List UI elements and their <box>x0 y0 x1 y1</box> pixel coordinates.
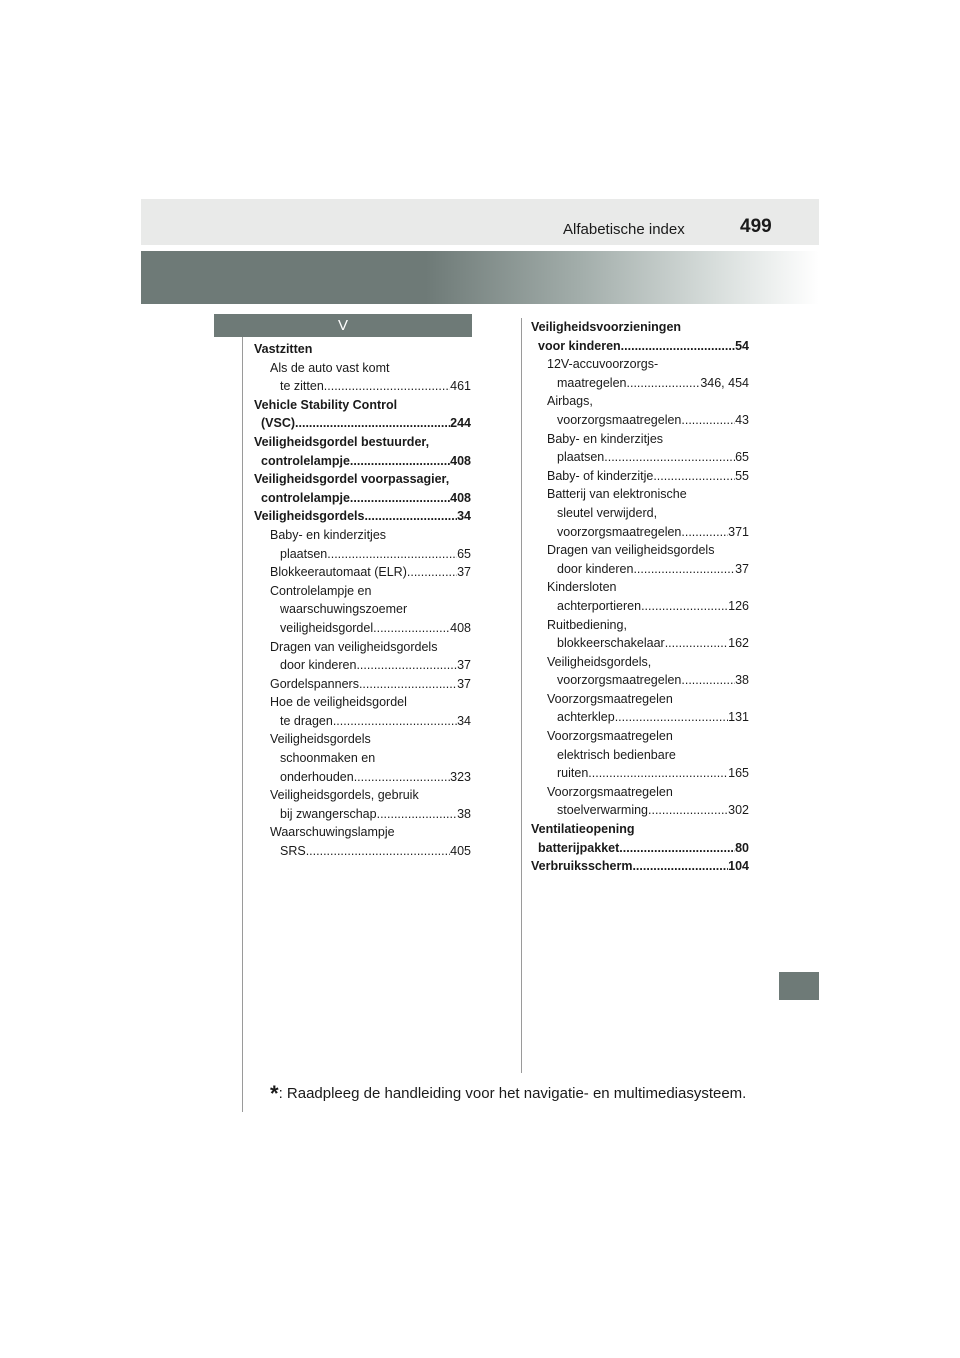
index-page-ref: 37 <box>735 561 749 576</box>
index-page-ref: 126 <box>728 598 749 613</box>
index-page-ref: 244 <box>450 416 471 431</box>
index-entry <box>254 396 471 433</box>
index-entry-text: Waarschuwingslampje <box>270 825 395 840</box>
index-entry-text: (VSC) <box>261 416 296 431</box>
index-entry-text: door kinderen <box>280 658 357 673</box>
thumb-index-tab <box>779 972 819 1000</box>
index-entry-text: achterklep <box>557 710 615 725</box>
index-entry-text: Hoe de veiligheidsgordel <box>270 695 407 710</box>
index-entry <box>531 430 749 467</box>
index-page-ref: 104 <box>728 859 749 874</box>
section-letter-heading: V <box>214 314 472 337</box>
index-entry-text: maatregelen <box>557 375 627 390</box>
index-entry-text: Controlelampje en <box>270 583 372 598</box>
index-entry-text: Voorzorgsmaatregelen <box>547 729 673 744</box>
index-entry-text: Verbruiksscherm <box>531 859 633 874</box>
leader-dots <box>619 839 735 858</box>
footnote-marker: * <box>270 1081 279 1106</box>
index-entry-text: Blokkeerautomaat (ELR) <box>270 565 407 580</box>
leader-dots <box>333 712 457 731</box>
index-entry-text: Ruitbediening, <box>547 617 627 632</box>
leader-dots <box>632 857 728 876</box>
leader-dots <box>653 467 735 486</box>
index-page-ref: 408 <box>450 620 471 635</box>
leader-dots <box>306 842 450 861</box>
index-entry <box>531 690 749 727</box>
index-entry-text: te dragen <box>280 713 333 728</box>
leader-dots <box>359 675 457 694</box>
footnote-text: : Raadpleeg de handleiding voor het navigatie- en multimediasysteem. <box>278 1085 747 1102</box>
index-entry-text: controlelampje <box>261 453 350 468</box>
index-entry <box>531 820 749 857</box>
index-entry-text: achterportieren <box>557 598 642 613</box>
index-page-ref: 131 <box>728 710 749 725</box>
index-page-ref: 37 <box>457 565 471 580</box>
index-entry <box>254 675 471 694</box>
index-entry-text: Ventilatieopening <box>531 822 635 837</box>
index-entry-text: Veiligheidsgordels <box>254 509 365 524</box>
index-entry-text: Voorzorgsmaatregelen <box>547 784 673 799</box>
index-entry <box>531 857 749 876</box>
leader-dots <box>681 523 728 542</box>
index-entry <box>531 467 749 486</box>
leader-dots <box>681 411 735 430</box>
index-entry <box>531 541 749 578</box>
header-gradient-band <box>141 251 819 304</box>
index-column-left <box>254 340 471 861</box>
index-entry <box>254 340 471 359</box>
leader-dots <box>350 489 450 508</box>
index-entry-text: ruiten <box>557 766 589 781</box>
page-number: 499 <box>740 216 772 237</box>
leader-dots <box>681 671 735 690</box>
index-entry-text: schoonmaken en <box>280 751 376 766</box>
leader-dots <box>627 374 701 393</box>
index-entry <box>254 526 471 563</box>
index-entry <box>531 616 749 653</box>
index-page-ref: 323 <box>450 769 471 784</box>
index-entry-text: plaatsen <box>280 546 328 561</box>
index-entry-text: SRS <box>280 844 306 859</box>
index-page-ref: 408 <box>450 490 471 505</box>
index-entry-text: voor kinderen <box>538 338 621 353</box>
index-page-ref: 65 <box>735 450 749 465</box>
index-entry <box>254 470 471 507</box>
index-entry-text: Baby- en kinderzitjes <box>547 431 664 446</box>
index-entry-text: 12V-accuvoorzorgs- <box>547 357 659 372</box>
index-entry-text: Vehicle Stability Control <box>254 397 398 412</box>
index-page-ref: 346, 454 <box>700 375 749 390</box>
index-entry <box>531 485 749 541</box>
index-entry-text: Batterij van elektronische <box>547 487 687 502</box>
leader-dots <box>364 507 457 526</box>
index-entry-text: blokkeerschakelaar <box>557 636 665 651</box>
index-entry-text: plaatsen <box>557 450 605 465</box>
index-entry-text: Vastzitten <box>254 342 313 356</box>
index-entry <box>531 578 749 615</box>
leader-dots <box>621 337 735 356</box>
leader-dots <box>377 805 458 824</box>
footnote <box>270 1081 747 1106</box>
leader-dots <box>356 656 457 675</box>
index-entry-text: veiligheidsgordel <box>280 620 374 635</box>
index-entry-text: Gordelspanners <box>270 676 359 691</box>
index-entry <box>531 318 749 355</box>
leader-dots <box>604 448 735 467</box>
leader-dots <box>373 619 450 638</box>
index-entry <box>531 392 749 429</box>
index-entry-text: waarschuwingszoemer <box>280 602 408 617</box>
index-entry <box>254 786 471 823</box>
index-entry-text: Baby- of kinderzitje <box>547 468 654 483</box>
index-entry-text: Als de auto vast komt <box>270 360 390 375</box>
index-entry-text: sleutel verwijderd, <box>557 505 658 520</box>
leader-dots <box>641 597 728 616</box>
index-entry-text: Airbags, <box>547 394 593 409</box>
column-divider <box>521 318 522 1073</box>
index-column-right <box>531 318 749 876</box>
index-page-ref: 371 <box>728 524 749 539</box>
index-entry-text: Veiligheidsgordel bestuurder, <box>254 434 430 449</box>
index-entry <box>254 563 471 582</box>
leader-dots <box>407 563 457 582</box>
index-entry-text: Baby- en kinderzitjes <box>270 527 387 542</box>
index-entry <box>531 783 749 820</box>
leader-dots <box>327 545 457 564</box>
leader-dots <box>324 377 450 396</box>
leader-dots <box>615 708 728 727</box>
index-page-ref: 408 <box>450 453 471 468</box>
index-page-ref: 405 <box>450 844 471 859</box>
index-page-ref: 37 <box>457 676 471 691</box>
index-page-ref: 34 <box>457 713 471 728</box>
index-entry-text: voorzorgsmaatregelen <box>557 412 682 427</box>
index-entry <box>254 507 471 526</box>
index-entry-text: Dragen van veiligheidsgordels <box>547 543 715 558</box>
leader-dots <box>665 634 728 653</box>
index-entry-text: Dragen van veiligheidsgordels <box>270 639 438 654</box>
index-page-ref: 43 <box>735 412 749 427</box>
index-page-ref: 162 <box>728 636 749 651</box>
index-entry-text: bij zwangerschap <box>280 806 377 821</box>
index-page-ref: 38 <box>457 806 471 821</box>
index-entry-text: Kindersloten <box>547 580 617 595</box>
index-page-ref: 55 <box>735 468 749 483</box>
index-entry <box>531 653 749 690</box>
index-entry-text: Veiligheidsgordels <box>270 732 371 747</box>
index-entry-text: batterijpakket <box>538 840 620 855</box>
index-entry-text: te zitten <box>280 379 324 394</box>
leader-dots <box>350 452 450 471</box>
index-page-ref: 37 <box>457 658 471 673</box>
leader-dots <box>588 764 728 783</box>
index-entry <box>254 433 471 470</box>
index-entry-text: stoelverwarming <box>557 803 649 818</box>
index-entry-text: door kinderen <box>557 561 634 576</box>
index-entry-text: Voorzorgsmaatregelen <box>547 691 673 706</box>
index-entry <box>254 638 471 675</box>
header-bar <box>141 199 819 245</box>
index-page-ref: 38 <box>735 673 749 688</box>
index-page-ref: 80 <box>735 840 749 855</box>
page-section-title: Alfabetische index <box>563 221 685 238</box>
index-entry <box>254 823 471 860</box>
index-page-ref: 54 <box>735 338 749 353</box>
index-entry <box>531 355 749 392</box>
index-entry-text: Veiligheidsgordel voorpassagier, <box>254 472 450 487</box>
leader-dots <box>648 801 728 820</box>
leader-dots <box>295 414 450 433</box>
index-entry-text: onderhouden <box>280 769 354 784</box>
index-page-ref: 65 <box>457 546 471 561</box>
index-entry-text: controlelampje <box>261 490 350 505</box>
index-page-ref: 165 <box>728 766 749 781</box>
index-page-ref: 34 <box>457 509 471 524</box>
index-entry <box>254 693 471 730</box>
leader-dots <box>354 768 450 787</box>
index-entry <box>531 727 749 783</box>
leader-dots <box>633 560 735 579</box>
index-entry <box>254 582 471 638</box>
index-page-ref: 461 <box>450 379 471 394</box>
index-entry-text: voorzorgsmaatregelen <box>557 673 682 688</box>
index-page-ref: 302 <box>728 803 749 818</box>
index-entry-text: elektrisch bedienbare <box>557 747 676 762</box>
index-entry-text: Veiligheidsgordels, gebruik <box>270 788 419 803</box>
index-entry <box>254 359 471 396</box>
index-entry-text: Veiligheidsvoorzieningen <box>531 320 682 334</box>
index-entry <box>254 730 471 786</box>
index-entry-text: Veiligheidsgordels, <box>547 654 652 669</box>
index-entry-text: voorzorgsmaatregelen <box>557 524 682 539</box>
left-margin-rule <box>242 337 243 1112</box>
